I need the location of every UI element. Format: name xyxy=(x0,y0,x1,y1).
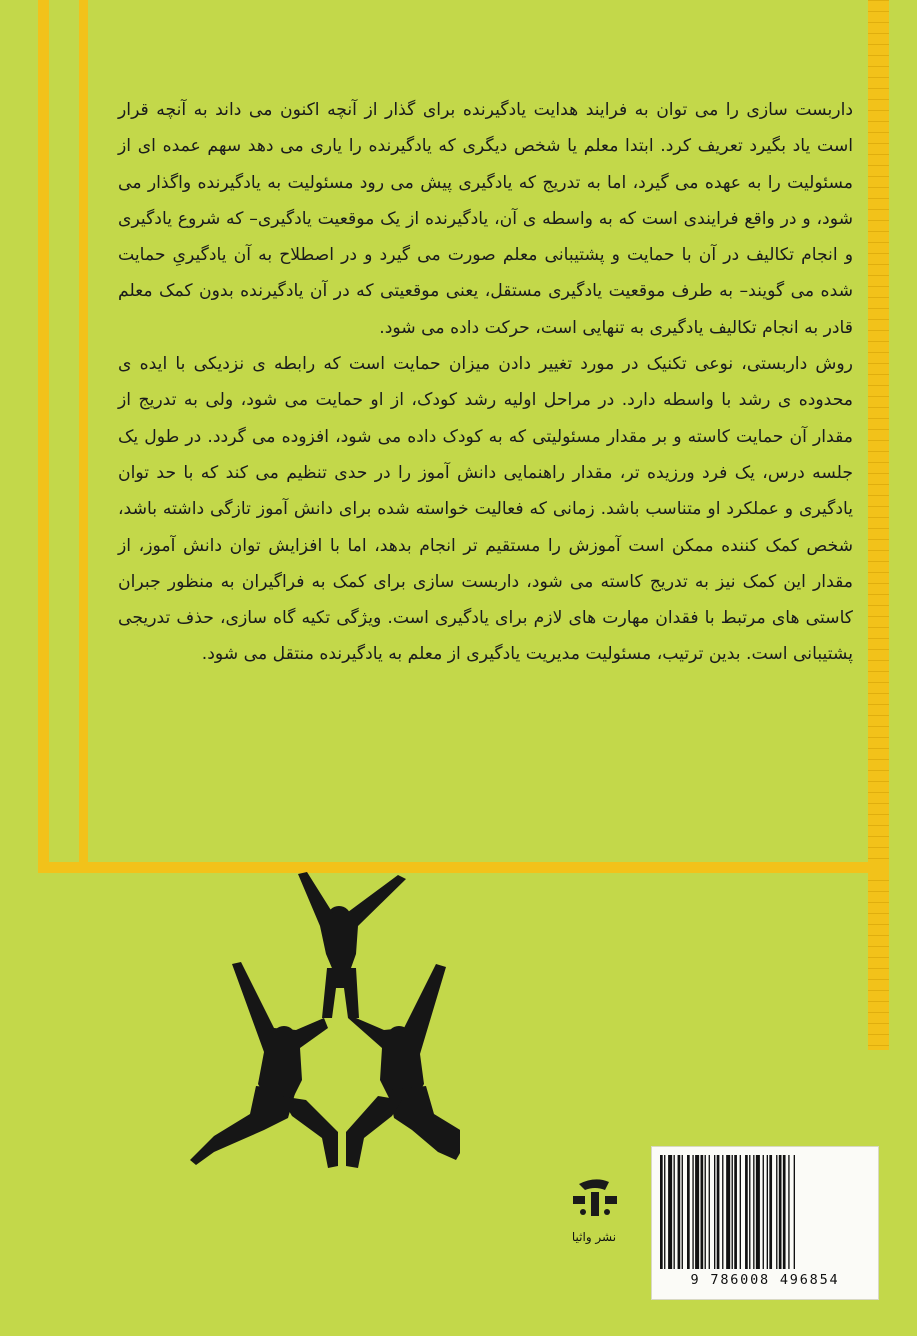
barcode-bar xyxy=(664,1155,665,1269)
barcode-bar xyxy=(705,1155,706,1269)
barcode-bar xyxy=(745,1155,748,1269)
barcode-bar xyxy=(722,1155,723,1269)
frame-inner-bar xyxy=(79,0,88,873)
blurb-paragraph-1: داربست سازی را می توان به فرایند هدایت یادگیرنده برای گذار از آنچه اکنون می داند به آنچه قرار است یاد بگیرد تعریف کرد. ابتدا معلم یا شخص دیگری که یادگیرنده را یاری می دهد سهم عمده ای از مسئولیت را به عهده می گیرد، اما به تدریج که یادگیری پیش می رود مسئولیت به یادگیرنده واگذار می شود، و در واقع فرایندی است که به واسطه ی آن، یادگیرنده از یک موقعیت یادگیری– که شروع یادگیری و انجام تکالیف در آن با حمایت و پشتیبانی معلم صورت می گیرد و در اصطلاح به آن یادگیریِ حمایت شده می گویند– به طرف موقعیت یادگیری مستقل، یعنی موقعیتی که در آن یادگیرنده بدون کمک معلم قادر به انجام تکالیف یادگیری به تنهایی است، حرکت داده می شود. xyxy=(118,100,853,338)
publisher-logo-icon xyxy=(565,1174,623,1222)
barcode-bar xyxy=(682,1155,683,1269)
back-cover-blurb xyxy=(118,92,853,673)
barcode-bar xyxy=(753,1155,754,1269)
barcode-bar xyxy=(687,1155,690,1269)
publisher-name: نشر واثیا xyxy=(571,1230,617,1244)
barcode-bar xyxy=(695,1155,699,1269)
barcode-bar xyxy=(717,1155,720,1269)
barcode-bar xyxy=(788,1155,789,1269)
barcode-bar xyxy=(734,1155,737,1269)
barcode-bar xyxy=(740,1155,741,1269)
frame-right-bar xyxy=(868,0,889,1050)
barcode-bar xyxy=(709,1155,710,1269)
frame-left-bar xyxy=(38,0,49,873)
barcode-bar xyxy=(701,1155,704,1269)
barcode-bar xyxy=(794,1155,795,1269)
barcode-bar xyxy=(668,1155,672,1269)
isbn-number: 9 786008 496854 xyxy=(690,1272,840,1288)
barcode-bar xyxy=(769,1155,772,1269)
barcode-bar xyxy=(749,1155,750,1269)
barcode-bar xyxy=(732,1155,733,1269)
barcode-bar xyxy=(756,1155,760,1269)
barcode-bar xyxy=(763,1155,764,1269)
barcode-bar xyxy=(660,1155,663,1269)
human-pyramid-silhouette-icon xyxy=(188,868,460,1172)
frame-bottom-bar xyxy=(38,862,889,873)
barcode-bar xyxy=(674,1155,675,1269)
barcode-bar xyxy=(692,1155,693,1269)
barcode-bar xyxy=(783,1155,786,1269)
isbn-barcode xyxy=(651,1146,879,1300)
blurb-paragraph-2: روش داربستی، نوعی تکنیک در مورد تغییر دادن میزان حمایت است که رابطه ی نزدیکی با ایده ی محدوده ی رشد با واسطه دارد. در مراحل اولیه رشد کودک، از او حمایت می شود، ولی به تدریج از مقدار آن حمایت کاسته و بر مقدار مسئولیتی که به کودک داده می شود، افزوده می گردد. در طول یک جلسه درس، یک فرد ورزیده تر، مقدار راهنمایی دانش آموز را در حدی تنظیم می کند که با حد توان یادگیری و عملکرد او متناسب باشد. زمانی که فعالیت خواسته شده برای دانش آموز تازگی داشته باشد، شخص کمک کننده ممکن است آموزش را مستقیم تر انجام بدهد، اما با افزایش توان دانش آموز، از مقدار این کمک نیز به تدریج کاسته می شود، داربست سازی برای کمک به فراگیران به منظور جبران کاستی های مرتبط با فقدان مهارت های لازم برای یادگیری است. ویژگی تکیه گاه سازی، حذف تدریجی پشتیبانی است. بدین ترتیب، مسئولیت مدیریت یادگیری از معلم به یادگیرنده منتقل می شود. xyxy=(118,354,853,665)
barcode-bar xyxy=(779,1155,782,1269)
barcode-bar xyxy=(776,1155,777,1269)
barcode-icon xyxy=(658,1155,872,1269)
barcode-bar xyxy=(714,1155,715,1269)
barcode-bar xyxy=(767,1155,768,1269)
barcode-bar xyxy=(678,1155,681,1269)
barcode-bar xyxy=(726,1155,730,1269)
